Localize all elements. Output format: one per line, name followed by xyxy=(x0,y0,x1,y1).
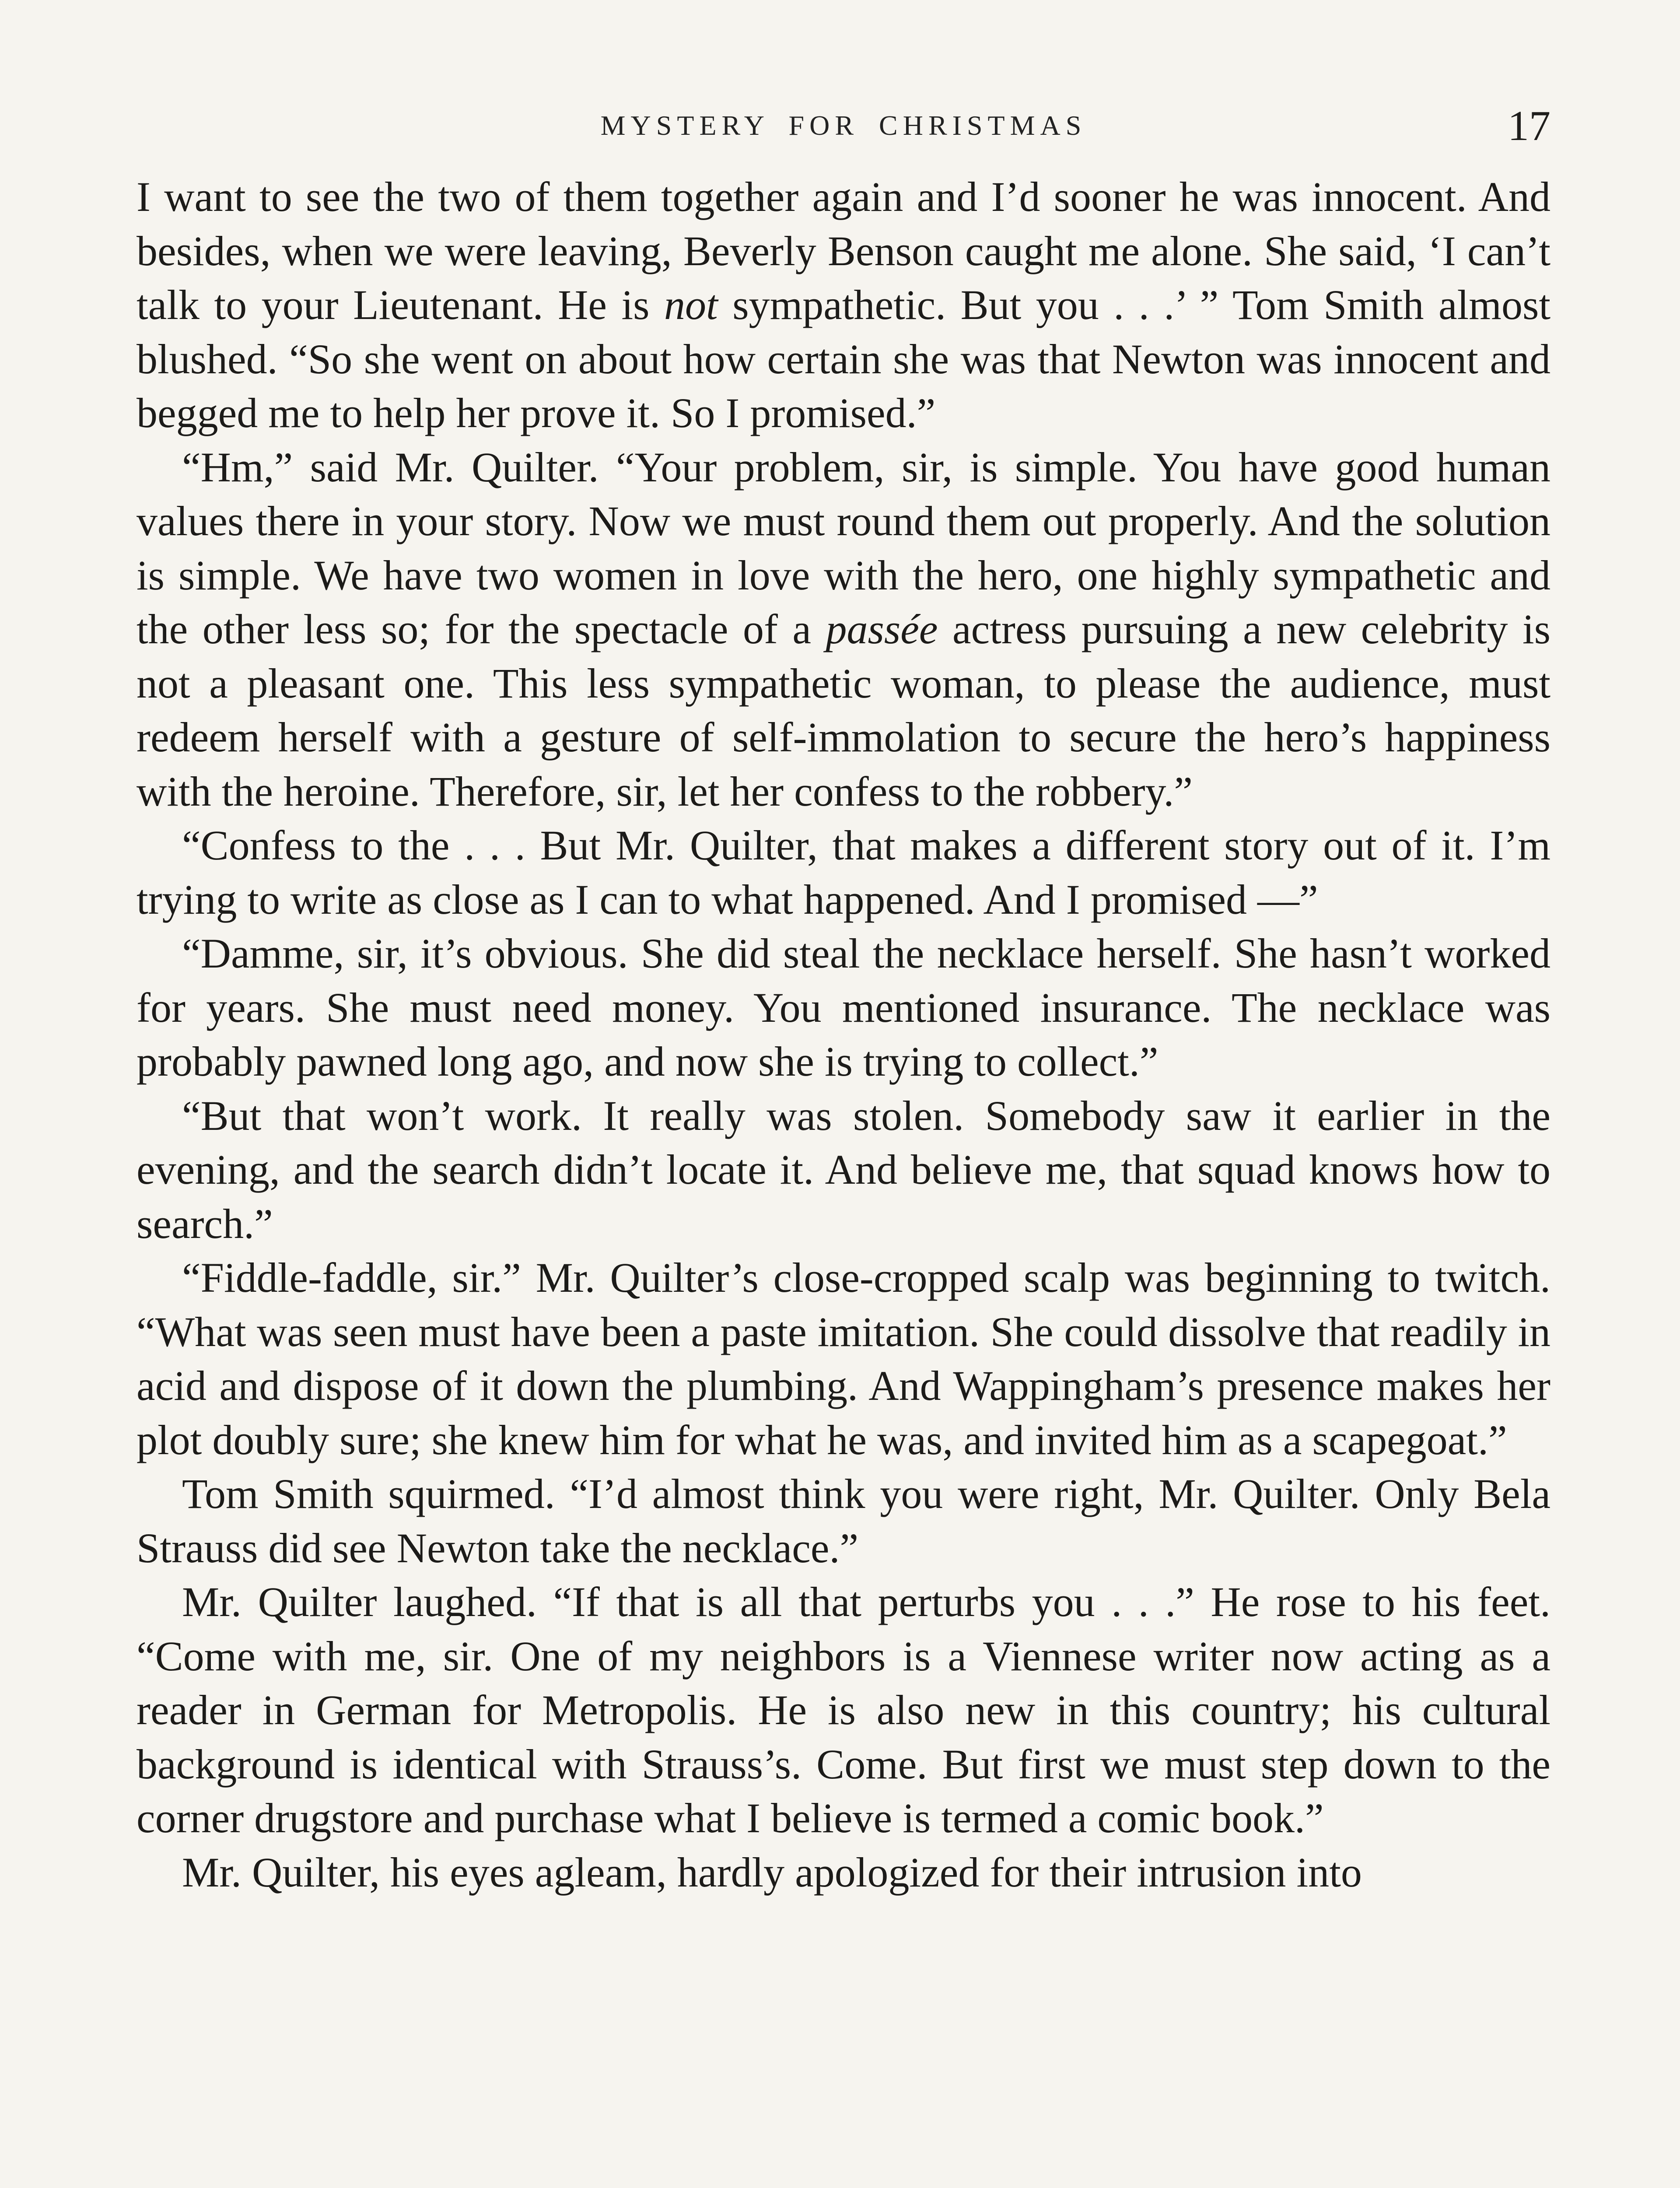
emphasis-text: passée xyxy=(826,606,938,652)
paragraph: Mr. Quilter, his eyes agleam, hardly apologized for their intrusion into xyxy=(182,1848,1362,1896)
running-title: MYSTERY FOR CHRISTMAS xyxy=(600,110,1087,141)
paragraph: “Confess to the . . . But Mr. Quilter, that makes a different story out of it. I’m trying to write as close as I can to what happened. And I promised —” xyxy=(136,822,1550,923)
paragraph-text: sympathetic. But you . . .’ ” Tom Smith almost blushed. “So she went on about how certain she was that Newton was innocent and begged me to help her prove it. So I promised.” xyxy=(136,281,1551,436)
body-text xyxy=(136,170,1550,1899)
page-number: 17 xyxy=(1508,102,1550,150)
paragraph: Mr. Quilter laughed. “If that is all that perturbs you . . .” He rose to his feet. “Come with me, sir. One of my neighbors is a Viennese writer now acting as a reader in German for Metropolis. He is also new in this country; his cultural background is identical with Strauss’s. Come. But first we must step down to the corner drugstore and purchase what I believe is termed a comic book.” xyxy=(136,1578,1550,1841)
paragraph: “Damme, sir, it’s obvious. She did steal the necklace herself. She hasn’t worked for years. She must need money. You mentioned insurance. The necklace was probably pawned long ago, and now she is trying to collect.” xyxy=(136,930,1550,1085)
paragraph-text: I want to see the two of them together again and I’d sooner he was innocent. And besides, when we were leaving, Beverly Benson caught me alone. She said, ‘I can’t talk to your Lieutenant. He is xyxy=(136,173,1550,328)
paragraph: “But that won’t work. It really was stolen. Somebody saw it earlier in the evening, and the search didn’t locate it. And believe me, that squad knows how to search.” xyxy=(136,1092,1550,1247)
paragraph xyxy=(136,170,1550,440)
paragraph: “Fiddle-faddle, sir.” Mr. Quilter’s close-cropped scalp was beginning to twitch. “What was seen must have been a paste imitation. She could dissolve that readily in acid and dispose of it down the plumbing. And Wappingham’s presence makes her plot doubly sure; she knew him for what he was, and invited him as a scapegoat.” xyxy=(136,1254,1550,1463)
paragraph xyxy=(136,440,1550,819)
paragraph: Tom Smith squirmed. “I’d almost think you were right, Mr. Quilter. Only Bela Strauss did see Newton take the necklace.” xyxy=(136,1470,1550,1571)
paragraph-text: actress pursuing a new celebrity is not a pleasant one. This less sympathetic woman, to please the audience, must redeem herself with a gesture of self-immolation to secure the hero’s happiness with the heroine. Therefore, sir, let her confess to the robbery.” xyxy=(136,606,1551,815)
emphasis-text: not xyxy=(664,281,718,328)
paragraph-text: “Hm,” said Mr. Quilter. “Your problem, sir, is simple. You have good human values there in your story. Now we must round them out properly. And the solution is simple. We have two women in love with the hero, one highly sympathetic and the other less so; for the spectacle of a xyxy=(136,443,1550,652)
running-head xyxy=(136,102,1550,150)
